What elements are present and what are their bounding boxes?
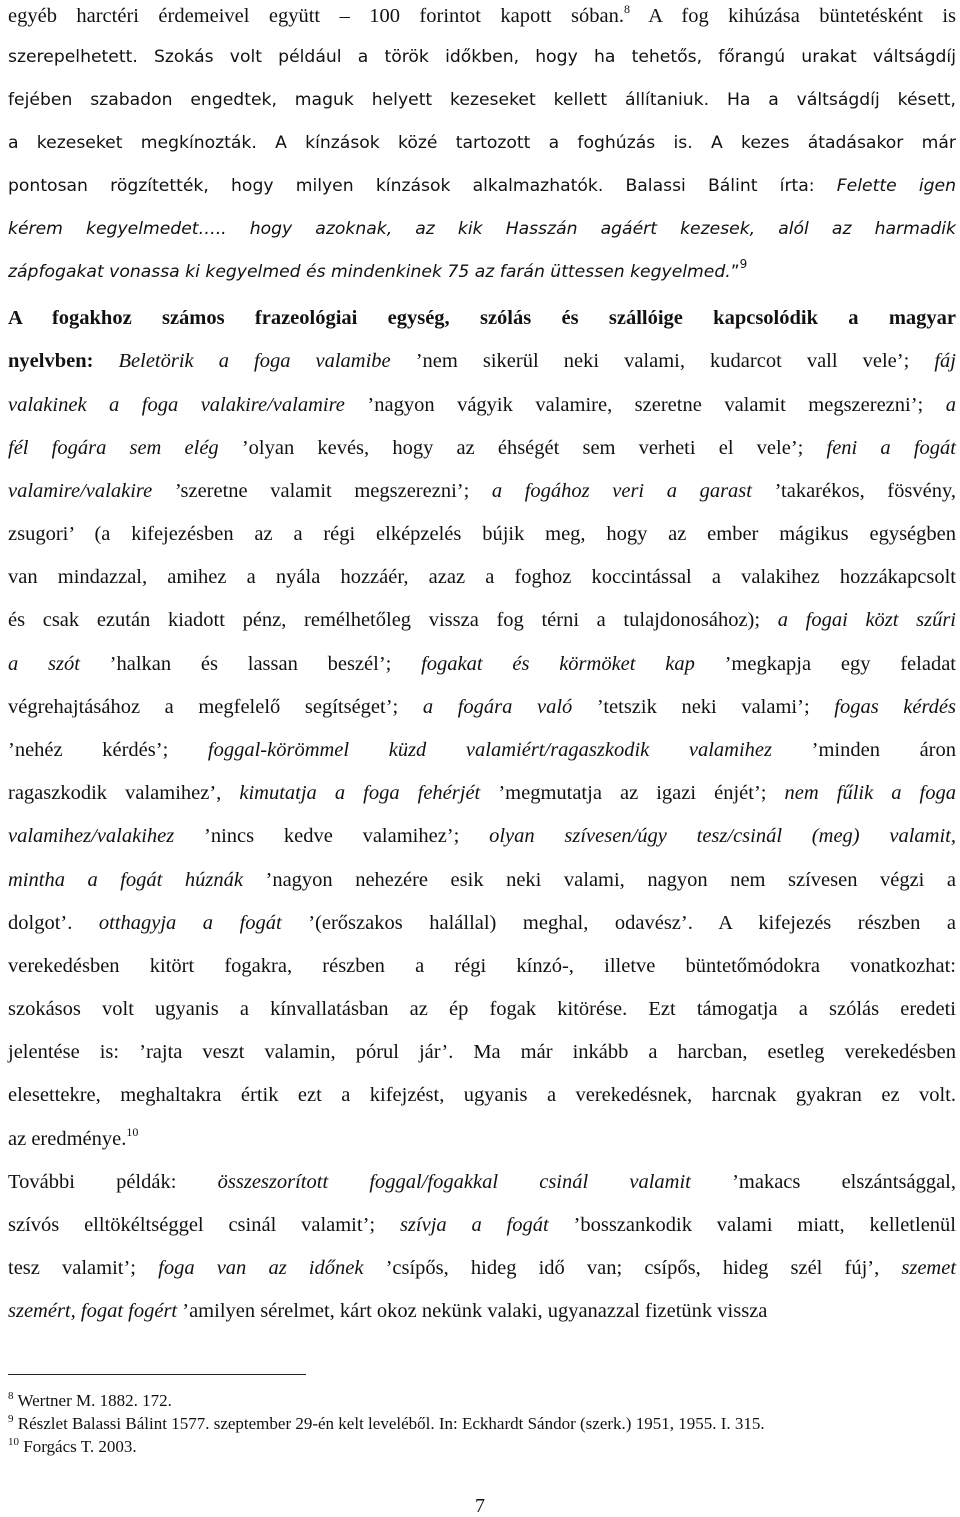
text-line <box>8 524 956 545</box>
footnote-ref: 8 <box>623 2 630 16</box>
text-line <box>8 956 956 977</box>
text-segment: fogas kérdés <box>834 696 957 718</box>
text-line <box>8 2 956 27</box>
text-segment: feni a fogát <box>826 437 956 459</box>
text-line <box>8 654 956 675</box>
text-segment: szemet <box>901 1257 957 1279</box>
text-segment: fejében szabadon engedtek, maguk helyett kezeseket kellett állítaniuk. Ha a váltságdíj késett, <box>8 90 956 110</box>
text-line <box>8 1085 956 1106</box>
text-line <box>8 870 956 891</box>
text-line <box>8 351 956 372</box>
text-segment: a fogára való <box>422 696 573 718</box>
footnote-divider <box>8 1374 306 1375</box>
text-segment: összeszorított foggal/fogakkal csinál valamit <box>217 1171 691 1193</box>
text-segment: verekedésben kitört fogakra, részben a régi kínzó-, illetve büntetőmódokra vonatkozhat: <box>8 955 956 977</box>
text-line <box>8 567 956 588</box>
text-segment: a <box>945 394 956 416</box>
text-segment: valamire/valakire <box>8 480 153 502</box>
text-segment: elesettekre, meghaltakra értik ezt a kifejzést, ugyanis a verekedésnek, harcnak gyakran ez volt. <box>8 1084 956 1106</box>
footnote-text: Wertner M. 1882. 172. <box>13 1391 172 1410</box>
text-segment: szokásos volt ugyanis a kínvallatásban az ép fogak kitörése. Ezt támogatja a szólás eredeti <box>8 998 956 1020</box>
text-segment: ’takarékos, fösvény, <box>751 480 956 502</box>
text-segment: ’nagyon nehezére esik neki valami, nagyon nem szívesen végzi a <box>242 869 956 891</box>
text-segment: tesz valamit’; <box>8 1257 159 1279</box>
text-line <box>8 178 956 195</box>
text-segment: ” <box>730 262 740 282</box>
text-segment: a szót <box>8 653 80 675</box>
text-segment: ’nagyon vágyik valamire, szeretne valamit megszerezni’; <box>344 394 946 416</box>
text-segment: fél fogára sem elég <box>8 437 219 459</box>
text-line <box>8 481 956 502</box>
text-segment: ’megmutatja az igazi énjét’; <box>480 782 785 804</box>
text-line <box>8 221 956 238</box>
text-segment: ’olyan kevés, hogy az éhségét sem verheti el vele’; <box>218 437 827 459</box>
text-segment: ’makacs elszántsággal, <box>690 1171 956 1193</box>
text-line <box>8 1258 956 1279</box>
text-segment: szerepelhetett. Szokás volt például a török időkben, hogy ha tehetős, főrangú urakat váltságdíj <box>8 47 956 67</box>
text-segment: ’csípős, hideg idő van; csípős, hideg szél fúj’, <box>363 1257 902 1279</box>
text-segment: a fogai közt szűri <box>777 609 957 631</box>
footnote-text: Részlet Balassi Bálint 1577. szeptember 29-én kelt leveléből. In: Eckhardt Sándor (szerk.) 1951, 1955. I. 315. <box>13 1414 765 1433</box>
page-number: 7 <box>475 1495 485 1517</box>
text-segment: ’megkapja egy feladat <box>694 653 956 675</box>
text-line <box>8 999 956 1020</box>
text-segment: és csak ezután kiadott pénz, remélhetőleg vissza fog térni a tulajdonosához); <box>8 609 778 631</box>
text-line <box>8 697 956 718</box>
text-line <box>8 1301 956 1322</box>
footnote <box>8 1438 137 1455</box>
footnote-text: Forgács T. 2003. <box>19 1437 137 1456</box>
text-segment: fáj <box>934 350 956 372</box>
text-line <box>8 438 956 459</box>
text-segment: kérem kegyelmedet….. hogy azoknak, az kik Hasszán agáért kezesek, alól az harmadik <box>8 219 956 239</box>
text-segment: végrehajtásához a megfelelő segítséget’; <box>8 696 423 718</box>
text-segment: ’nehéz kérdés’; <box>8 739 208 761</box>
text-segment <box>93 350 118 372</box>
text-segment: ’halkan és lassan beszél’; <box>79 653 422 675</box>
text-segment: A fog kihúzása büntetésként is <box>629 5 956 27</box>
text-segment: ’nincs kedve valamihez’; <box>174 825 490 847</box>
text-line <box>8 308 956 329</box>
text-line <box>8 913 956 934</box>
text-segment: jelentése is: ’rajta veszt valamin, pórul jár’. Ma már inkább a harcban, esetleg verekedésben <box>8 1041 956 1063</box>
text-line <box>8 92 956 109</box>
text-segment: ’amilyen sérelmet, kárt okoz nekünk valaki, ugyanazzal fizetünk vissza <box>177 1300 768 1322</box>
text-segment: ’bosszankodik valami miatt, kelletlenül <box>548 1214 956 1236</box>
text-segment: Felette igen <box>836 176 956 196</box>
text-line <box>8 395 956 416</box>
footnote-ref: 9 <box>739 257 748 271</box>
text-segment: otthagyja a fogát <box>98 912 282 934</box>
text-segment: az eredménye. <box>8 1128 127 1150</box>
text-segment: foga van az időnek <box>158 1257 364 1279</box>
text-segment: szívja a fogát <box>399 1214 549 1236</box>
text-segment: A fogakhoz számos frazeológiai egység, szólás és szállóige kapcsolódik a magyar <box>8 307 956 329</box>
text-segment: a kezeseket megkínozták. A kínzások közé tartozott a foghúzás is. A kezes átadásakor már <box>8 133 956 153</box>
text-segment: fogakat és körmöket kap <box>421 653 695 675</box>
text-segment: zsugori’ (a kifejezésben az a régi elképzelés bújik meg, hogy az ember mágikus egységben <box>8 523 956 545</box>
text-segment: kimutatja a foga fehérjét <box>239 782 481 804</box>
text-line <box>8 1042 956 1063</box>
text-segment: ’szeretne valamit megszerezni’; <box>152 480 492 502</box>
text-segment: foggal-körömmel küzd valamiért/ragaszkodik valamihez <box>207 739 773 761</box>
text-segment: Beletörik a foga valamibe <box>118 350 391 372</box>
text-line <box>8 610 956 631</box>
footnote-number: 8 <box>8 1390 14 1402</box>
text-line <box>8 1172 956 1193</box>
text-segment: olyan szívesen/úgy tesz/csinál (meg) valamit, <box>489 825 956 847</box>
text-segment: nyelvben: <box>8 350 94 372</box>
text-line <box>8 257 956 282</box>
footnote <box>8 1392 172 1409</box>
text-line <box>8 740 956 761</box>
text-segment: szemért, fogat fogért <box>8 1300 178 1322</box>
text-segment: a fogához veri a garast <box>491 480 752 502</box>
footnote-ref: 10 <box>126 1125 139 1139</box>
text-segment: egyéb harctéri érdemeivel együtt – 100 forintot kapott sóban. <box>8 5 624 27</box>
text-line <box>8 135 956 152</box>
text-segment: pontosan rögzítették, hogy milyen kínzások alkalmazhatók. Balassi Bálint írta: <box>8 176 837 196</box>
text-segment: ’(erőszakos halállal) meghal, odavész’. A kifejezés részben a <box>281 912 956 934</box>
text-line <box>8 1215 956 1236</box>
footnote-number: 9 <box>8 1413 14 1425</box>
text-segment: szívós elltökéltséggel csinál valamit’; <box>8 1214 400 1236</box>
text-segment: ragaszkodik valamihez’, <box>8 782 240 804</box>
text-line <box>8 783 956 804</box>
text-segment: nem fűlik a foga <box>784 782 956 804</box>
text-segment: valakinek a foga valakire/valamire <box>8 394 345 416</box>
text-segment: zápfogakat vonassa ki kegyelmed és mindenkinek 75 az farán üttessen kegyelmed. <box>8 262 731 282</box>
text-line <box>8 826 956 847</box>
text-segment: valamihez/valakihez <box>8 825 175 847</box>
text-segment: ’minden áron <box>772 739 957 761</box>
text-segment: ’tetszik neki valami’; <box>572 696 835 718</box>
footnote <box>8 1415 765 1432</box>
text-segment: van mindazzal, amihez a nyála hozzáér, azaz a foghoz koccintással a valakihez hozzákapcsolt <box>8 566 956 588</box>
text-segment: dolgot’. <box>8 912 99 934</box>
text-line <box>8 1125 956 1150</box>
text-segment: mintha a fogát húznák <box>8 869 243 891</box>
text-segment: ’nem sikerül neki valami, kudarcot vall vele’; <box>390 350 935 372</box>
text-line <box>8 49 956 66</box>
text-segment: További példák: <box>8 1171 218 1193</box>
footnote-number: 10 <box>8 1436 19 1448</box>
